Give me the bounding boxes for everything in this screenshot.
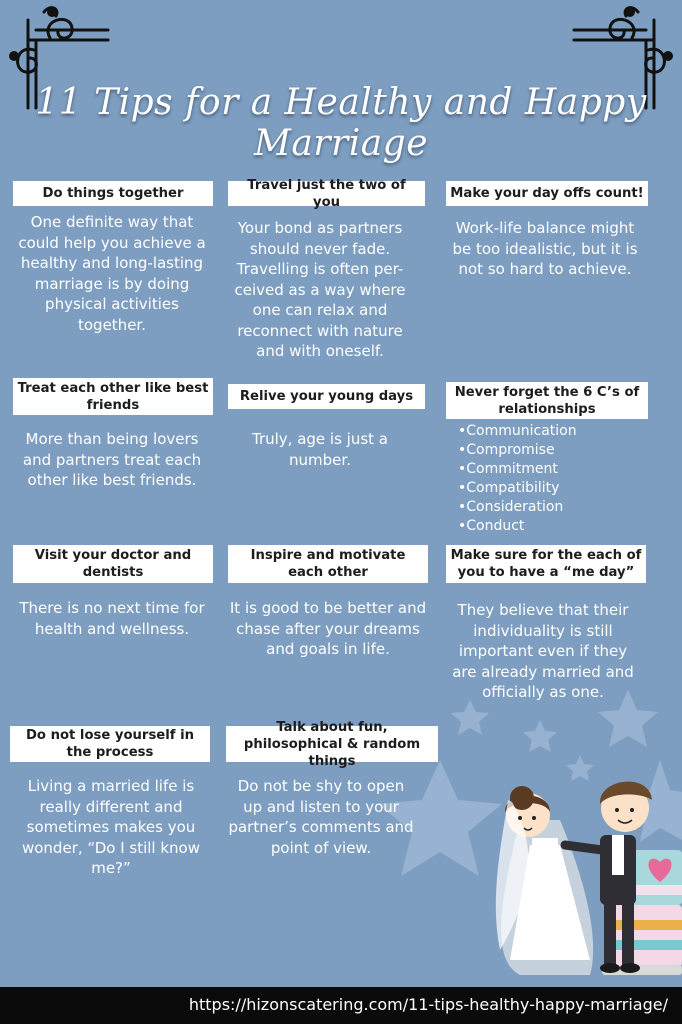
tip-body: It is good to be better and chase after your dreams and goals in life.	[229, 599, 427, 658]
tip-body: Do not be shy to open up and listen to your partner’s comments and point of view.	[228, 777, 414, 857]
list-item: •Consideration	[458, 499, 564, 515]
tip-heading: Travel just the two of you	[228, 181, 425, 206]
star-icon	[523, 720, 557, 752]
tip-body: There is no next time for health and wellness.	[19, 599, 205, 638]
tip-body: Living a married life is really different and sometimes makes you wonder, “Do I still know me?”	[21, 777, 200, 877]
source-link[interactable]: https://hizonscatering.com/11-tips-healthy-happy-marriage/	[188, 995, 668, 1014]
tip-heading: Make your day offs count!	[446, 181, 648, 206]
tip-body: One definite way that could help you achieve a healthy and long-lasting marriage is by doing physical activities together.	[18, 213, 206, 334]
tip-body: Truly, age is just a number.	[251, 430, 388, 469]
star-icon	[566, 755, 594, 781]
star-icon	[451, 700, 489, 735]
tip-heading: Do things together	[13, 181, 213, 206]
six-cs-list	[458, 422, 577, 536]
bride-figure	[496, 786, 593, 975]
tip-heading: Visit your doctor and dentists	[13, 545, 213, 583]
tip-body: Work-life balance might be too idealistic, but it is not so hard to achieve.	[452, 219, 638, 278]
tip-heading: Talk about fun, philosophical & random things	[226, 726, 438, 762]
tip-body: They believe that their individuality is still important even if they are already married and officially as one.	[452, 601, 634, 701]
tip-heading: Treat each other like best friends	[13, 378, 213, 415]
list-item: •Communication	[458, 423, 577, 439]
list-item: •Commitment	[458, 461, 558, 477]
tip-body: Your bond as partners should never fade. Travelling is often per-ceived as a way where one can relax and reconnect with nature and with oneself.	[234, 219, 406, 360]
footer-bar	[0, 987, 682, 1024]
tip-body: More than being lovers and partners treat each other like best friends.	[22, 430, 202, 489]
page-title: 11 Tips for a Healthy and Happy Marriage	[35, 82, 647, 164]
tip-heading: Relive your young days	[228, 384, 425, 409]
list-item: •Compromise	[458, 442, 555, 458]
tip-heading: Make sure for the each of you to have a “me day”	[446, 545, 646, 583]
tip-heading: Never forget the 6 C’s of relationships	[446, 382, 648, 419]
list-item: •Compatibility	[458, 480, 560, 496]
tip-heading: Inspire and motivate each other	[228, 545, 428, 583]
tip-heading: Do not lose yourself in the process	[10, 726, 210, 762]
list-item: •Conduct	[458, 518, 525, 534]
